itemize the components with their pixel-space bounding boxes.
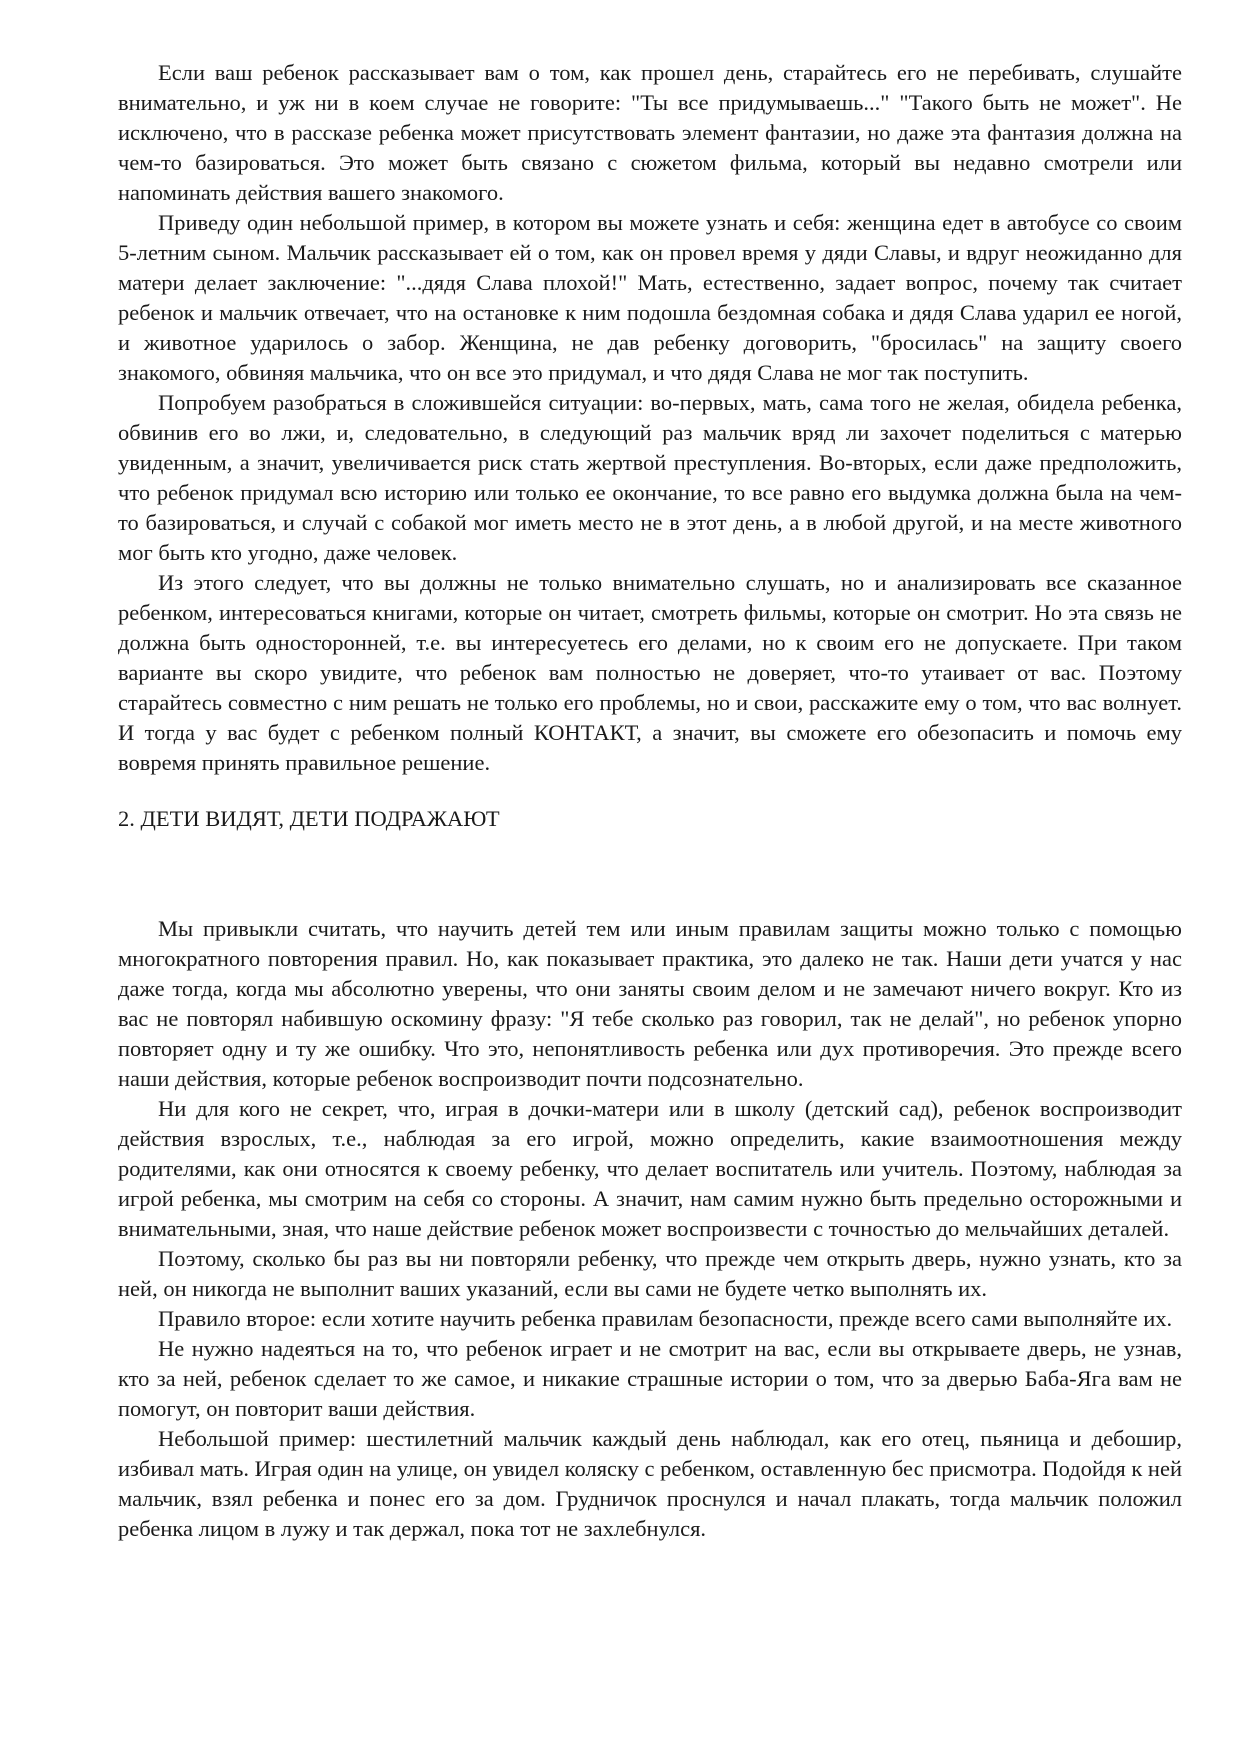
section-2 [118,914,1182,1544]
document-page [118,58,1182,1544]
paragraph: Правило второе: если хотите научить ребенка правилам безопасности, прежде всего сами выполняйте их. [158,1306,1173,1331]
paragraph: Мы привыкли считать, что научить детей тем или иным правилам защиты можно только с помощью многократного повторения правил. Но, как показывает практика, это далеко не так. Наши дети учатся у нас даже тогда, когда мы абсолютно уверены, что они заняты своим делом и не замечают ничего вокруг. Кто из вас не повторял набившую оскомину фразу: "Я тебе сколько раз говорил, так не делай", но ребенок упорно повторяет одну и ту же ошибку. Что это, непонятливость ребенка или дух противоречия. Это прежде всего наши действия, которые ребенок воспроизводит почти подсознательно. [118,916,1182,1091]
paragraph: Поэтому, сколько бы раз вы ни повторяли ребенку, что прежде чем открыть дверь, нужно узнать, кто за ней, он никогда не выполнит ваших указаний, если вы сами не будете четко выполнять их. [118,1246,1182,1301]
paragraph: Приведу один небольшой пример, в котором вы можете узнать и себя: женщина едет в автобусе со своим 5-летним сыном. Мальчик рассказывает ей о том, как он провел время у дяди Славы, и вдруг неожиданно для матери делает заключение: "...дядя Слава плохой!" Мать, естественно, задает вопрос, почему так считает ребенок и мальчик отвечает, что на остановке к ним подошла бездомная собака и дядя Слава ударил ее ногой, и животное ударилось о забор. Женщина, не дав ребенку договорить, "бросилась" на защиту своего знакомого, обвиняя мальчика, что он все это придумал, и что дядя Слава не мог так поступить. [118,210,1182,385]
paragraph: Если ваш ребенок рассказывает вам о том, как прошел день, старайтесь его не перебивать, слушайте внимательно, и уж ни в коем случае не говорите: "Ты все придумываешь..." "Такого быть не может". Не исключено, что в рассказе ребенка может присутствовать элемент фантазии, но даже эта фантазия должна на чем-то базироваться. Это может быть связано с сюжетом фильма, который вы недавно смотрели или напоминать действия вашего знакомого. [118,60,1182,205]
paragraph: Ни для кого не секрет, что, играя в дочки-матери или в школу (детский сад), ребенок воспроизводит действия взрослых, т.е., наблюдая за его игрой, можно определить, какие взаимоотношения между родителями, как они относятся к своему ребенку, что делает воспитатель или учитель. Поэтому, наблюдая за игрой ребенка, мы смотрим на себя со стороны. А значит, нам самим нужно быть предельно осторожными и внимательными, зная, что наше действие ребенок может воспроизвести с точностью до мельчайших деталей. [118,1096,1182,1241]
paragraph: Из этого следует, что вы должны не только внимательно слушать, но и анализировать все сказанное ребенком, интересоваться книгами, которые он читает, смотреть фильмы, которые он смотрит. Но эта связь не должна быть односторонней, т.е. вы интересуетесь его делами, но к своим его не допускаете. При таком варианте вы скоро увидите, что ребенок вам полностью не доверяет, что-то утаивает от вас. Поэтому старайтесь совместно с ним решать не только его проблемы, но и свои, расскажите ему о том, что вас волнует. И тогда у вас будет с ребенком полный КОНТАКТ, а значит, вы сможете его обезопасить и помочь ему вовремя принять правильное решение. [118,570,1182,775]
section-heading: 2. ДЕТИ ВИДЯТ, ДЕТИ ПОДРАЖАЮТ [118,806,500,831]
paragraph: Не нужно надеяться на то, что ребенок играет и не смотрит на вас, если вы открываете дверь, не узнав, кто за ней, ребенок сделает то же самое, и никакие страшные истории о том, что за дверью Баба-Яга вам не помогут, он повторит ваши действия. [118,1336,1182,1421]
section-1 [118,58,1182,778]
paragraph: Небольшой пример: шестилетний мальчик каждый день наблюдал, как его отец, пьяница и дебошир, избивал мать. Играя один на улице, он увидел коляску с ребенком, оставленную бес присмотра. Подойдя к ней мальчик, взял ребенка и понес его за дом. Грудничок проснулся и начал плакать, тогда мальчик положил ребенка лицом в лужу и так держал, пока тот не захлебнулся. [118,1426,1182,1541]
paragraph: Попробуем разобраться в сложившейся ситуации: во-первых, мать, сама того не желая, обидела ребенка, обвинив его во лжи, и, следовательно, в следующий раз мальчик вряд ли захочет поделиться с матерью увиденным, а значит, увеличивается риск стать жертвой преступления. Во-вторых, если даже предположить, что ребенок придумал всю историю или только ее окончание, то все равно его выдумка должна была на чем-то базироваться, и случай с собакой мог иметь место не в этот день, а в любой другой, и на месте животного мог быть кто угодно, даже человек. [118,390,1182,565]
